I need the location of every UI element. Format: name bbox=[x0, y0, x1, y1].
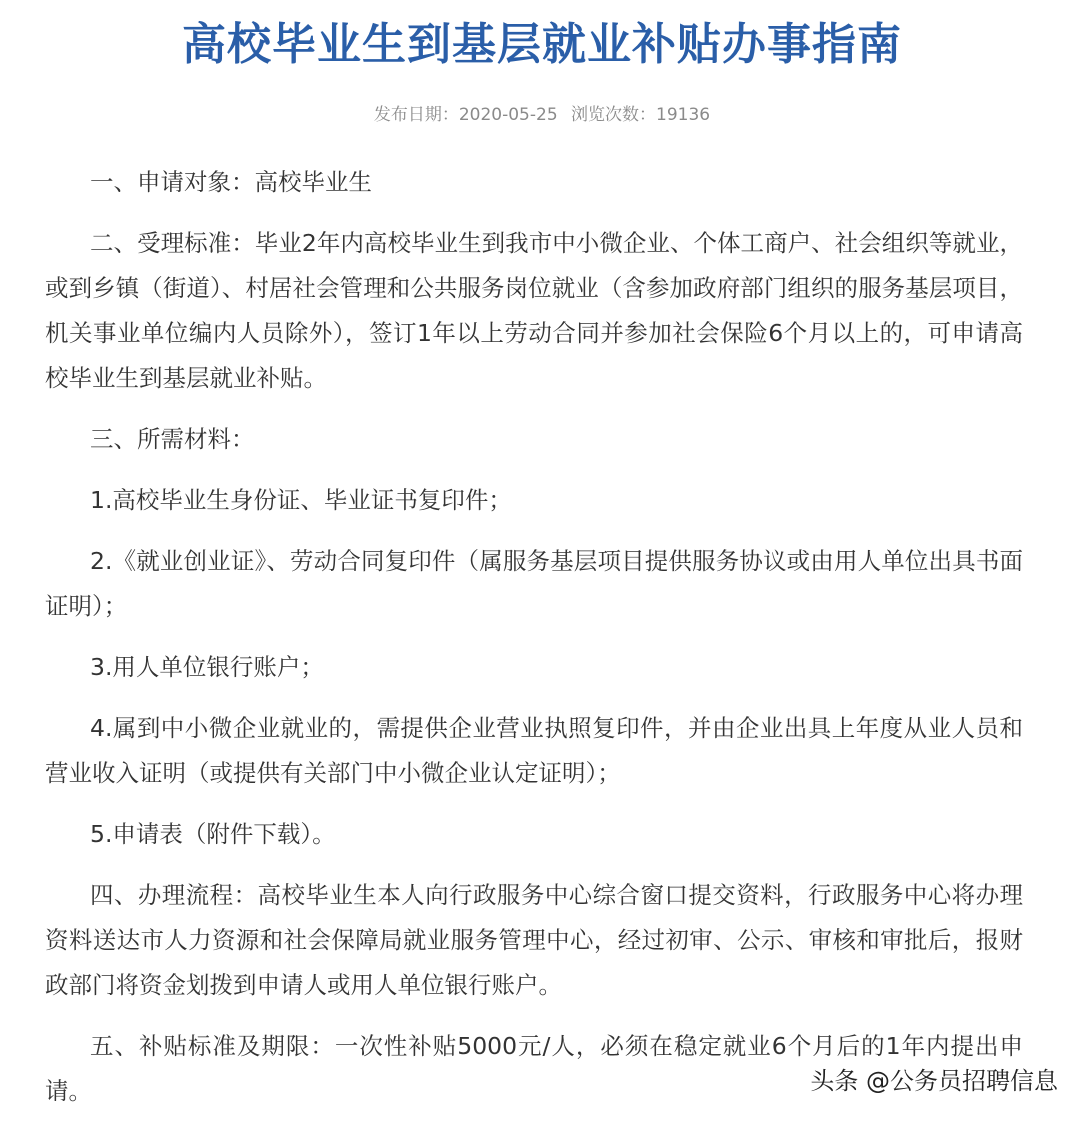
paragraph-criteria: 二、受理标准：毕业2年内高校毕业生到我市中小微企业、个体工商户、社会组织等就业，或到乡镇（街道）、村居社会管理和公共服务岗位就业（含参加政府部门组织的服务基层项目，机关事业单位编内人员除外），签订1年以上劳动合同并参加社会保险6个月以上的，可申请高校毕业生到基层就业补贴。 bbox=[45, 229, 1023, 392]
paragraph-subsidy-standard: 五、补贴标准及期限：一次性补贴5000元/人，必须在稳定就业6个月后的1年内提出申请。 bbox=[45, 1032, 1023, 1105]
article-meta bbox=[0, 100, 1084, 125]
paragraph-applicants: 一、申请对象：高校毕业生 bbox=[90, 168, 372, 196]
view-count: 浏览次数：19136 bbox=[571, 105, 711, 125]
material-item: 1.高校毕业生身份证、毕业证书复印件； bbox=[90, 486, 512, 514]
material-item: 2.《就业创业证》、劳动合同复印件（属服务基层项目提供服务协议或由用人单位出具书面证明）； bbox=[45, 547, 1023, 620]
paragraph-materials-heading: 三、所需材料： bbox=[90, 425, 255, 453]
article-body bbox=[45, 160, 1023, 1130]
material-item: 3.用人单位银行账户； bbox=[90, 653, 324, 681]
paragraph-process: 四、办理流程：高校毕业生本人向行政服务中心综合窗口提交资料，行政服务中心将办理资料送达市人力资源和社会保障局就业服务管理中心，经过初审、公示、审核和审批后，报财政部门将资金划拨到申请人或用人单位银行账户。 bbox=[45, 881, 1023, 999]
publish-date: 发布日期：2020-05-25 bbox=[373, 105, 558, 125]
material-item: 5.申请表（附件下载）。 bbox=[90, 820, 336, 848]
watermark: 头条 @公务员招聘信息 bbox=[810, 1067, 1058, 1095]
material-item: 4.属到中小微企业就业的，需提供企业营业执照复印件，并由企业出具上年度从业人员和营业收入证明（或提供有关部门中小微企业认定证明）； bbox=[45, 714, 1023, 787]
page-title: 高校毕业生到基层就业补贴办事指南 bbox=[182, 19, 902, 70]
